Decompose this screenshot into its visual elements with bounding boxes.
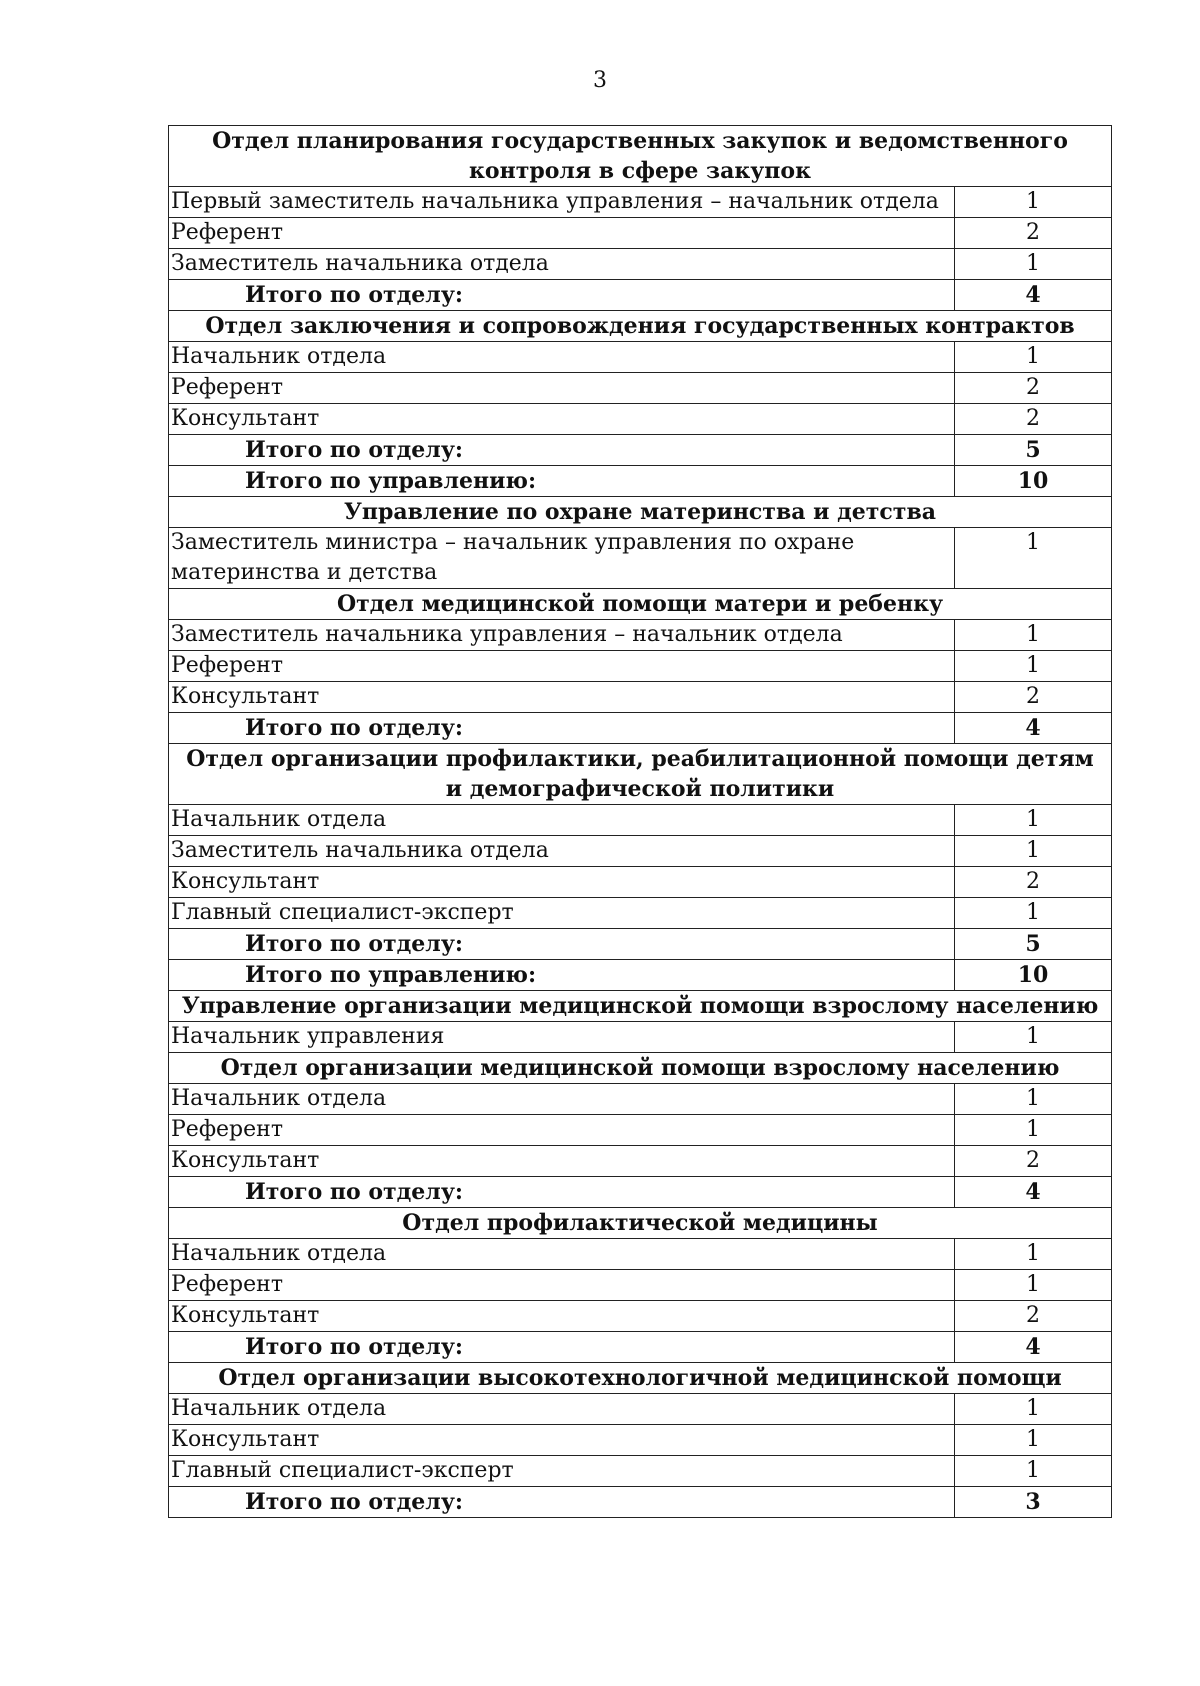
total-row bbox=[169, 929, 1112, 960]
position-title: Начальник управления bbox=[169, 1022, 955, 1053]
department-header-row bbox=[169, 589, 1112, 620]
position-row bbox=[169, 1456, 1112, 1487]
position-count: 1 bbox=[955, 1239, 1112, 1270]
total-count: 3 bbox=[955, 1487, 1112, 1518]
position-count: 1 bbox=[955, 187, 1112, 218]
position-title: Заместитель начальника отдела bbox=[169, 249, 955, 280]
department-title: Отдел заключения и сопровождения государственных контрактов bbox=[169, 311, 1112, 342]
department-header-row bbox=[169, 744, 1112, 805]
total-row bbox=[169, 1177, 1112, 1208]
position-title: Главный специалист-эксперт bbox=[169, 1456, 955, 1487]
position-count: 1 bbox=[955, 898, 1112, 929]
total-count: 4 bbox=[955, 280, 1112, 311]
position-title: Заместитель министра – начальник управления по охране материнства и детства bbox=[169, 528, 955, 589]
position-row bbox=[169, 218, 1112, 249]
total-row bbox=[169, 960, 1112, 991]
total-count: 5 bbox=[955, 435, 1112, 466]
position-title: Референт bbox=[169, 373, 955, 404]
position-title: Референт bbox=[169, 1115, 955, 1146]
position-count: 1 bbox=[955, 1270, 1112, 1301]
position-count: 1 bbox=[955, 1022, 1112, 1053]
position-title: Консультант bbox=[169, 404, 955, 435]
total-label: Итого по отделу: bbox=[169, 929, 955, 960]
position-count: 1 bbox=[955, 342, 1112, 373]
position-count: 1 bbox=[955, 1425, 1112, 1456]
total-row bbox=[169, 713, 1112, 744]
total-label: Итого по управлению: bbox=[169, 466, 955, 497]
department-header-row bbox=[169, 1363, 1112, 1394]
position-title: Начальник отдела bbox=[169, 1394, 955, 1425]
position-row bbox=[169, 1425, 1112, 1456]
total-label: Итого по отделу: bbox=[169, 1177, 955, 1208]
position-row bbox=[169, 1115, 1112, 1146]
position-title: Референт bbox=[169, 651, 955, 682]
position-row bbox=[169, 620, 1112, 651]
position-row bbox=[169, 867, 1112, 898]
staffing-table-body bbox=[169, 126, 1112, 1518]
total-label: Итого по отделу: bbox=[169, 280, 955, 311]
position-title: Главный специалист-эксперт bbox=[169, 898, 955, 929]
position-title: Консультант bbox=[169, 1425, 955, 1456]
position-title: Начальник отдела bbox=[169, 805, 955, 836]
department-header-row bbox=[169, 991, 1112, 1022]
position-count: 1 bbox=[955, 1456, 1112, 1487]
position-row bbox=[169, 836, 1112, 867]
department-header-row bbox=[169, 497, 1112, 528]
position-title: Консультант bbox=[169, 1301, 955, 1332]
department-title: Отдел организации медицинской помощи взрослому населению bbox=[169, 1053, 1112, 1084]
position-count: 2 bbox=[955, 218, 1112, 249]
position-title: Референт bbox=[169, 1270, 955, 1301]
department-header-row bbox=[169, 1208, 1112, 1239]
total-row bbox=[169, 280, 1112, 311]
position-row bbox=[169, 187, 1112, 218]
total-label: Итого по отделу: bbox=[169, 713, 955, 744]
total-label: Итого по отделу: bbox=[169, 435, 955, 466]
total-row bbox=[169, 1332, 1112, 1363]
position-count: 1 bbox=[955, 620, 1112, 651]
staffing-table bbox=[168, 125, 1112, 1518]
department-title: Отдел организации профилактики, реабилитационной помощи детям и демографической политики bbox=[169, 744, 1112, 805]
position-row bbox=[169, 528, 1112, 589]
position-count: 1 bbox=[955, 805, 1112, 836]
department-title: Отдел планирования государственных закупок и ведомственного контроля в сфере закупок bbox=[169, 126, 1112, 187]
position-row bbox=[169, 342, 1112, 373]
position-row bbox=[169, 1239, 1112, 1270]
position-row bbox=[169, 1301, 1112, 1332]
department-title: Отдел профилактической медицины bbox=[169, 1208, 1112, 1239]
total-count: 10 bbox=[955, 466, 1112, 497]
position-title: Заместитель начальника отдела bbox=[169, 836, 955, 867]
position-title: Заместитель начальника управления – начальник отдела bbox=[169, 620, 955, 651]
position-row bbox=[169, 249, 1112, 280]
total-label: Итого по отделу: bbox=[169, 1487, 955, 1518]
position-count: 2 bbox=[955, 1301, 1112, 1332]
total-count: 4 bbox=[955, 1177, 1112, 1208]
position-title: Начальник отдела bbox=[169, 342, 955, 373]
position-row bbox=[169, 682, 1112, 713]
position-row bbox=[169, 898, 1112, 929]
page-number: 3 bbox=[593, 68, 607, 93]
position-row bbox=[169, 1146, 1112, 1177]
position-count: 2 bbox=[955, 404, 1112, 435]
position-count: 1 bbox=[955, 651, 1112, 682]
department-title: Отдел организации высокотехнологичной медицинской помощи bbox=[169, 1363, 1112, 1394]
department-title: Управление по охране материнства и детства bbox=[169, 497, 1112, 528]
position-count: 1 bbox=[955, 1394, 1112, 1425]
position-count: 2 bbox=[955, 682, 1112, 713]
position-row bbox=[169, 1022, 1112, 1053]
position-title: Первый заместитель начальника управления – начальник отдела bbox=[169, 187, 955, 218]
department-header-row bbox=[169, 126, 1112, 187]
position-title: Начальник отдела bbox=[169, 1084, 955, 1115]
department-title: Управление организации медицинской помощи взрослому населению bbox=[169, 991, 1112, 1022]
position-count: 1 bbox=[955, 1115, 1112, 1146]
total-count: 10 bbox=[955, 960, 1112, 991]
total-count: 5 bbox=[955, 929, 1112, 960]
total-count: 4 bbox=[955, 713, 1112, 744]
position-row bbox=[169, 404, 1112, 435]
position-title: Консультант bbox=[169, 867, 955, 898]
position-row bbox=[169, 1394, 1112, 1425]
total-count: 4 bbox=[955, 1332, 1112, 1363]
position-row bbox=[169, 1084, 1112, 1115]
position-row bbox=[169, 373, 1112, 404]
total-row bbox=[169, 435, 1112, 466]
total-row bbox=[169, 1487, 1112, 1518]
position-title: Референт bbox=[169, 218, 955, 249]
position-count: 1 bbox=[955, 1084, 1112, 1115]
position-count: 1 bbox=[955, 249, 1112, 280]
position-count: 2 bbox=[955, 373, 1112, 404]
total-row bbox=[169, 466, 1112, 497]
total-label: Итого по управлению: bbox=[169, 960, 955, 991]
department-header-row bbox=[169, 1053, 1112, 1084]
position-title: Консультант bbox=[169, 682, 955, 713]
position-count: 2 bbox=[955, 867, 1112, 898]
total-label: Итого по отделу: bbox=[169, 1332, 955, 1363]
position-row bbox=[169, 805, 1112, 836]
department-header-row bbox=[169, 311, 1112, 342]
position-row bbox=[169, 1270, 1112, 1301]
position-count: 2 bbox=[955, 1146, 1112, 1177]
department-title: Отдел медицинской помощи матери и ребенку bbox=[169, 589, 1112, 620]
position-row bbox=[169, 651, 1112, 682]
position-count: 1 bbox=[955, 836, 1112, 867]
position-title: Начальник отдела bbox=[169, 1239, 955, 1270]
position-count: 1 bbox=[955, 528, 1112, 589]
position-title: Консультант bbox=[169, 1146, 955, 1177]
